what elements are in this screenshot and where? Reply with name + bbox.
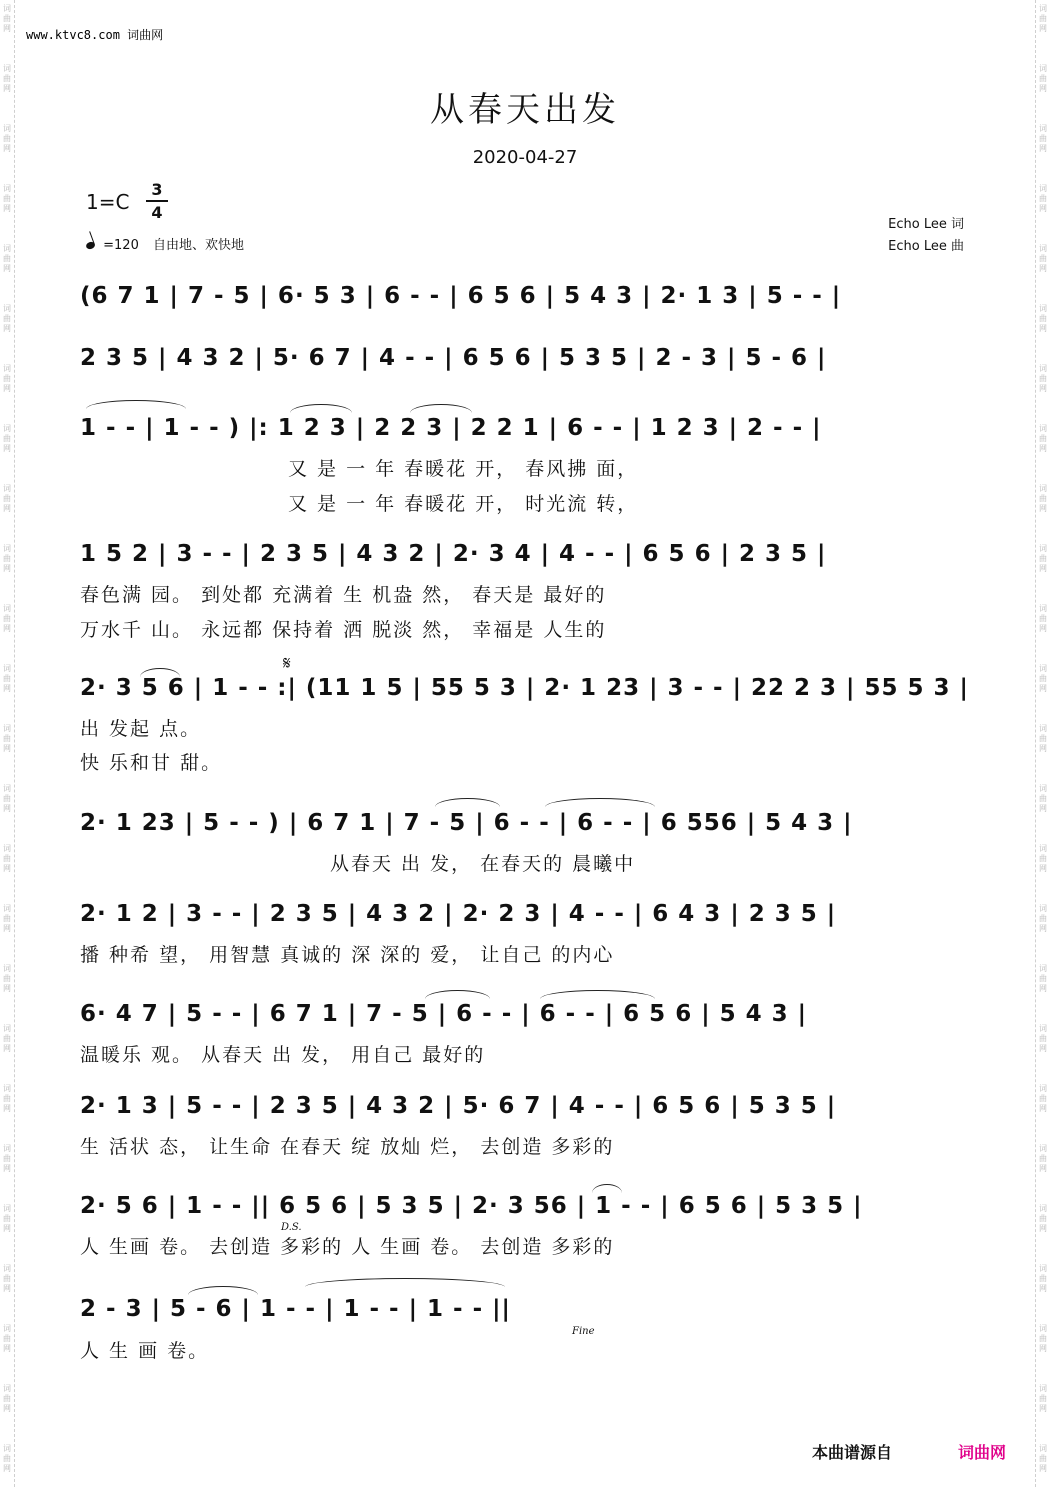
slur xyxy=(86,400,186,409)
watermark-char: 词 xyxy=(3,364,11,373)
watermark-char: 网 xyxy=(3,384,11,393)
watermark-char: 网 xyxy=(1039,324,1047,333)
watermark-char: 网 xyxy=(3,624,11,633)
watermark-char: 词 xyxy=(1039,424,1047,433)
slur xyxy=(592,1184,622,1193)
lyric-line-4a: 春色满 园。 到处都 充满着 生 机盎 然， 春天是 最好的 xyxy=(80,584,607,606)
right-watermark-strip xyxy=(1035,0,1050,1487)
watermark-char: 词 xyxy=(1039,184,1047,193)
watermark-char: 词 xyxy=(3,1444,11,1453)
watermark-char: 网 xyxy=(1039,804,1047,813)
watermark-char: 曲 xyxy=(1039,734,1047,743)
left-watermark-strip xyxy=(0,0,15,1487)
watermark-char: 网 xyxy=(1039,1464,1047,1473)
watermark-char: 词 xyxy=(3,1084,11,1093)
watermark-char: 网 xyxy=(3,1164,11,1173)
watermark-char: 词 xyxy=(1039,1264,1047,1273)
watermark-char: 网 xyxy=(1039,1104,1047,1113)
watermark-char: 词 xyxy=(1039,1324,1047,1333)
watermark-char: 词 xyxy=(1039,1144,1047,1153)
lyric-line-4b: 万水千 山。 永远都 保持着 洒 脱淡 然， 幸福是 人生的 xyxy=(80,619,607,641)
watermark-char: 曲 xyxy=(1039,614,1047,623)
quarter-note-icon xyxy=(85,241,96,251)
watermark-char: 词 xyxy=(1039,1444,1047,1453)
watermark-char: 词 xyxy=(3,724,11,733)
watermark-char: 网 xyxy=(1039,864,1047,873)
watermark-char: 曲 xyxy=(3,614,11,623)
watermark-char: 网 xyxy=(3,1224,11,1233)
watermark-char: 词 xyxy=(1039,484,1047,493)
time-sig-bar xyxy=(146,200,168,202)
watermark-char: 网 xyxy=(1039,1044,1047,1053)
watermark-char: 曲 xyxy=(1039,1094,1047,1103)
watermark-char: 网 xyxy=(1039,264,1047,273)
watermark-char: 词 xyxy=(1039,964,1047,973)
watermark-char: 词 xyxy=(3,784,11,793)
song-title: 从春天出发 xyxy=(430,90,620,130)
watermark-char: 曲 xyxy=(1039,1034,1047,1043)
watermark-char: 网 xyxy=(3,1284,11,1293)
score-line-1: (6 7 1 | 7 - 5 | 6· 5 3 | 6 - - | 6 5 6 | 5 4 3 | 2· 1 3 | 5 - - | xyxy=(80,283,842,309)
score-line-6: 2· 1 23 | 5 - - ) | 6 7 1 | 7 - 5 | 6 - - | 6 - - | 6 556 | 5 4 3 | xyxy=(80,810,853,836)
watermark-char: 网 xyxy=(1039,684,1047,693)
time-sig-top: 3 xyxy=(151,180,163,199)
watermark-char: 曲 xyxy=(3,854,11,863)
lyricist: Echo Lee 词 xyxy=(888,217,964,232)
watermark-char: 网 xyxy=(1039,924,1047,933)
watermark-char: 词 xyxy=(1039,1384,1047,1393)
watermark-char: 曲 xyxy=(3,494,11,503)
watermark-char: 网 xyxy=(3,264,11,273)
watermark-char: 曲 xyxy=(1039,1154,1047,1163)
watermark-char: 网 xyxy=(3,444,11,453)
watermark-char: 词 xyxy=(3,1324,11,1333)
score-line-4: 1 5 2 | 3 - - | 2 3 5 | 4 3 2 | 2· 3 4 | 4 - - | 6 5 6 | 2 3 5 | xyxy=(80,541,827,567)
lyric-line-5a: 出 发起 点。 xyxy=(80,718,202,740)
slur xyxy=(540,990,655,999)
score-line-7: 2· 1 2 | 3 - - | 2 3 5 | 4 3 2 | 2· 2 3 | 4 - - | 6 4 3 | 2 3 5 | xyxy=(80,901,837,927)
watermark-char: 网 xyxy=(1039,1224,1047,1233)
watermark-char: 词 xyxy=(3,604,11,613)
lyric-line-6: 从春天 出 发， 在春天的 晨曦中 xyxy=(330,853,636,875)
watermark-char: 网 xyxy=(1039,384,1047,393)
lyric-line-5b: 快 乐和甘 甜。 xyxy=(80,752,223,774)
watermark-char: 网 xyxy=(1039,144,1047,153)
watermark-char: 曲 xyxy=(1039,314,1047,323)
watermark-char: 网 xyxy=(1039,1164,1047,1173)
watermark-char: 曲 xyxy=(3,794,11,803)
watermark-char: 网 xyxy=(1039,1404,1047,1413)
watermark-char: 网 xyxy=(3,744,11,753)
watermark-char: 网 xyxy=(3,84,11,93)
watermark-char: 网 xyxy=(3,1044,11,1053)
lyric-line-3a: 又 是 一 年 春暖花 开， 春风拂 面， xyxy=(288,458,639,480)
slur xyxy=(410,404,472,413)
watermark-char: 网 xyxy=(1039,24,1047,33)
watermark-char: 词 xyxy=(1039,124,1047,133)
watermark-char: 网 xyxy=(1039,504,1047,513)
watermark-char: 曲 xyxy=(3,1274,11,1283)
watermark-char: 词 xyxy=(1039,604,1047,613)
watermark-char: 网 xyxy=(3,144,11,153)
watermark-char: 曲 xyxy=(3,974,11,983)
watermark-char: 词 xyxy=(1039,844,1047,853)
lyric-line-7: 播 种希 望， 用智慧 真诚的 深 深的 爱， 让自己 的内心 xyxy=(80,944,615,966)
lyric-line-11: 人 生 画 卷。 xyxy=(80,1340,210,1362)
watermark-char: 曲 xyxy=(3,74,11,83)
watermark-char: 词 xyxy=(3,304,11,313)
lyric-line-3b: 又 是 一 年 春暖花 开， 时光流 转， xyxy=(288,493,639,515)
watermark-char: 网 xyxy=(3,924,11,933)
slur xyxy=(305,1278,505,1287)
fine-mark: Fine xyxy=(572,1326,595,1337)
watermark-char: 曲 xyxy=(1039,14,1047,23)
watermark-char: 曲 xyxy=(3,734,11,743)
watermark-char: 网 xyxy=(1039,1344,1047,1353)
key-signature: 1=C xyxy=(86,190,130,214)
score-line-8: 6· 4 7 | 5 - - | 6 7 1 | 7 - 5 | 6 - - | 6 - - | 6 5 6 | 5 4 3 | xyxy=(80,1001,808,1027)
watermark-char: 曲 xyxy=(3,134,11,143)
watermark-char: 曲 xyxy=(3,254,11,263)
watermark-char: 曲 xyxy=(1039,74,1047,83)
ds-mark: D.S. xyxy=(281,1222,302,1233)
watermark-char: 词 xyxy=(3,904,11,913)
score-line-9: 2· 1 3 | 5 - - | 2 3 5 | 4 3 2 | 5· 6 7 | 4 - - | 6 5 6 | 5 3 5 | xyxy=(80,1093,837,1119)
watermark-char: 网 xyxy=(3,324,11,333)
credits xyxy=(888,214,964,258)
watermark-char: 曲 xyxy=(1039,1334,1047,1343)
score-line-2: 2 3 5 | 4 3 2 | 5· 6 7 | 4 - - | 6 5 6 | 5 3 5 | 2 - 3 | 5 - 6 | xyxy=(80,345,827,371)
slur xyxy=(188,1286,258,1295)
watermark-char: 曲 xyxy=(3,434,11,443)
watermark-char: 网 xyxy=(1039,984,1047,993)
time-signature xyxy=(146,180,168,222)
watermark-char: 词 xyxy=(1039,904,1047,913)
watermark-char: 曲 xyxy=(3,1034,11,1043)
watermark-char: 曲 xyxy=(3,914,11,923)
lyric-line-10: 人 生画 卷。 去创造 多彩的 人 生画 卷。 去创造 多彩的 xyxy=(80,1236,615,1258)
watermark-char: 词 xyxy=(3,844,11,853)
watermark-char: 曲 xyxy=(1039,194,1047,203)
watermark-char: 网 xyxy=(1039,1284,1047,1293)
score-line-5: 2· 3 5 6 | 1 - - :| (11 1 5 | 55 5 3 | 2· 1 23 | 3 - - | 22 2 3 | 55 5 3 | xyxy=(80,675,969,701)
score-line-3: 1 - - | 1 - - ) |: 1 2 3 | 2 2 3 | 2 2 1 | 6 - - | 1 2 3 | 2 - - | xyxy=(80,415,822,441)
watermark-char: 词 xyxy=(1039,544,1047,553)
watermark-char: 网 xyxy=(3,204,11,213)
watermark-char: 网 xyxy=(3,1404,11,1413)
watermark-char: 词 xyxy=(3,64,11,73)
watermark-char: 网 xyxy=(3,804,11,813)
watermark-char: 词 xyxy=(3,1144,11,1153)
slur xyxy=(545,798,655,807)
watermark-char: 曲 xyxy=(3,1214,11,1223)
watermark-char: 网 xyxy=(1039,204,1047,213)
score-line-10: 2· 5 6 | 1 - - || 6 5 6 | 5 3 5 | 2· 3 56 | 1 - - | 6 5 6 | 5 3 5 | xyxy=(80,1193,863,1219)
watermark-char: 词 xyxy=(3,1024,11,1033)
slur xyxy=(425,990,490,999)
watermark-char: 曲 xyxy=(1039,914,1047,923)
lyric-line-9: 生 活状 态， 让生命 在春天 绽 放灿 烂， 去创造 多彩的 xyxy=(80,1136,615,1158)
watermark-char: 网 xyxy=(3,1344,11,1353)
watermark-char: 曲 xyxy=(1039,1394,1047,1403)
watermark-char: 词 xyxy=(3,484,11,493)
watermark-char: 词 xyxy=(3,184,11,193)
watermark-char: 词 xyxy=(3,4,11,13)
watermark-char: 曲 xyxy=(1039,554,1047,563)
slur xyxy=(290,404,352,413)
slur xyxy=(435,798,500,807)
watermark-char: 曲 xyxy=(3,14,11,23)
watermark-char: 词 xyxy=(1039,1024,1047,1033)
watermark-char: 网 xyxy=(3,864,11,873)
site-name[interactable]: 词曲网 xyxy=(127,28,164,42)
watermark-char: 网 xyxy=(3,684,11,693)
watermark-char: 曲 xyxy=(3,1094,11,1103)
watermark-char: 网 xyxy=(1039,744,1047,753)
tempo-style: 自由地、欢快地 xyxy=(153,238,245,253)
watermark-char: 网 xyxy=(1039,84,1047,93)
source-brand-link[interactable]: 词曲网 xyxy=(958,1443,1007,1462)
watermark-char: 词 xyxy=(1039,4,1047,13)
watermark-char: 词 xyxy=(1039,784,1047,793)
watermark-char: 词 xyxy=(3,1204,11,1213)
site-header[interactable] xyxy=(26,26,163,43)
watermark-char: 词 xyxy=(1039,664,1047,673)
watermark-char: 曲 xyxy=(3,1394,11,1403)
watermark-char: 网 xyxy=(3,504,11,513)
watermark-char: 曲 xyxy=(3,554,11,563)
segno-mark: 𝄋 xyxy=(283,653,291,674)
score-line-11: 2 - 3 | 5 - 6 | 1 - - | 1 - - | 1 - - || xyxy=(80,1296,511,1322)
watermark-char: 词 xyxy=(3,1384,11,1393)
watermark-char: 网 xyxy=(3,1464,11,1473)
watermark-char: 曲 xyxy=(1039,494,1047,503)
watermark-char: 曲 xyxy=(3,1454,11,1463)
watermark-char: 曲 xyxy=(3,194,11,203)
watermark-char: 词 xyxy=(3,544,11,553)
watermark-char: 词 xyxy=(1039,244,1047,253)
watermark-char: 曲 xyxy=(1039,374,1047,383)
watermark-char: 网 xyxy=(3,1104,11,1113)
watermark-char: 曲 xyxy=(1039,794,1047,803)
watermark-char: 词 xyxy=(3,664,11,673)
watermark-char: 网 xyxy=(1039,444,1047,453)
watermark-char: 网 xyxy=(3,984,11,993)
watermark-char: 曲 xyxy=(3,1154,11,1163)
source-label: 本曲谱源自 xyxy=(812,1443,893,1462)
watermark-char: 曲 xyxy=(1039,134,1047,143)
watermark-char: 曲 xyxy=(3,314,11,323)
watermark-char: 词 xyxy=(1039,724,1047,733)
watermark-char: 词 xyxy=(3,964,11,973)
watermark-char: 词 xyxy=(3,124,11,133)
watermark-char: 网 xyxy=(3,564,11,573)
composer: Echo Lee 曲 xyxy=(888,239,964,254)
watermark-char: 网 xyxy=(3,24,11,33)
watermark-char: 词 xyxy=(1039,64,1047,73)
watermark-char: 词 xyxy=(3,424,11,433)
watermark-char: 网 xyxy=(1039,564,1047,573)
song-date: 2020-04-27 xyxy=(472,147,578,168)
watermark-char: 曲 xyxy=(1039,974,1047,983)
watermark-char: 词 xyxy=(3,244,11,253)
watermark-char: 曲 xyxy=(1039,1454,1047,1463)
tempo-value: =120 xyxy=(103,238,139,253)
watermark-char: 曲 xyxy=(1039,1274,1047,1283)
watermark-char: 曲 xyxy=(1039,254,1047,263)
watermark-char: 词 xyxy=(1039,304,1047,313)
lyric-line-8: 温暖乐 观。 从春天 出 发， 用自己 最好的 xyxy=(80,1044,486,1066)
watermark-char: 词 xyxy=(1039,1084,1047,1093)
site-url[interactable]: www.ktvc8.com xyxy=(26,28,120,42)
tempo-marking xyxy=(86,234,244,253)
watermark-char: 曲 xyxy=(1039,854,1047,863)
watermark-char: 词 xyxy=(3,1264,11,1273)
watermark-char: 曲 xyxy=(1039,434,1047,443)
watermark-char: 曲 xyxy=(3,1334,11,1343)
watermark-char: 词 xyxy=(1039,364,1047,373)
watermark-char: 网 xyxy=(1039,624,1047,633)
watermark-char: 曲 xyxy=(1039,674,1047,683)
watermark-char: 词 xyxy=(1039,1204,1047,1213)
watermark-char: 曲 xyxy=(3,374,11,383)
time-sig-bottom: 4 xyxy=(151,203,163,222)
watermark-char: 曲 xyxy=(3,674,11,683)
watermark-char: 曲 xyxy=(1039,1214,1047,1223)
